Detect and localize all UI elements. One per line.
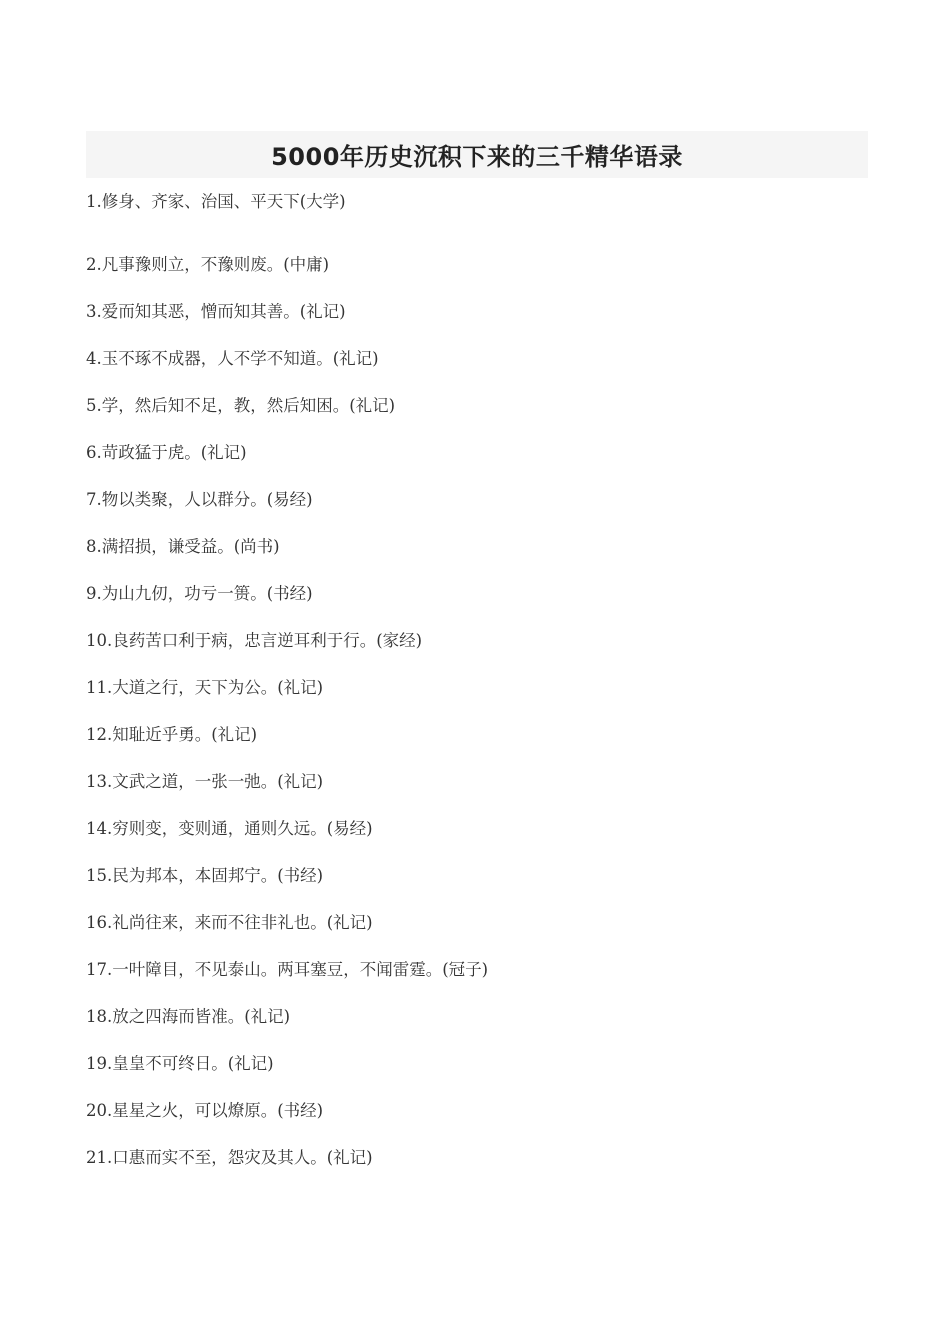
quote-item: 13.文武之道，一张一弛。(礼记) (86, 772, 324, 791)
quote-item: 12.知耻近乎勇。(礼记) (86, 725, 258, 744)
quote-item: 1.修身、齐家、治国、平天下(大学) (86, 192, 346, 211)
quote-item: 9.为山九仞，功亏一篑。(书经) (86, 584, 313, 603)
title-bar (86, 131, 868, 178)
quote-item: 18.放之四海而皆准。(礼记) (86, 1007, 291, 1026)
quote-item: 20.星星之火，可以燎原。(书经) (86, 1101, 324, 1120)
quote-item: 8.满招损，谦受益。(尚书) (86, 537, 280, 556)
quote-item: 6.苛政猛于虎。(礼记) (86, 443, 247, 462)
quote-item: 4.玉不琢不成器，人不学不知道。(礼记) (86, 349, 379, 368)
quote-item: 17.一叶障目，不见泰山。两耳塞豆，不闻雷霆。(冠子) (86, 960, 489, 979)
quote-item: 15.民为邦本，本固邦宁。(书经) (86, 866, 324, 885)
quote-item: 16.礼尚往来，来而不往非礼也。(礼记) (86, 913, 373, 932)
quote-item: 19.皇皇不可终日。(礼记) (86, 1054, 274, 1073)
quote-list (86, 188, 868, 1191)
quote-item: 14.穷则变，变则通，通则久远。(易经) (86, 819, 373, 838)
quote-item: 3.爱而知其恶，憎而知其善。(礼记) (86, 302, 346, 321)
quote-item: 21.口惠而实不至，怨灾及其人。(礼记) (86, 1148, 373, 1167)
quote-item: 2.凡事豫则立，不豫则废。(中庸) (86, 255, 330, 274)
document-title: 5000年历史沉积下来的三千精华语录 (271, 143, 683, 171)
quote-item: 7.物以类聚，人以群分。(易经) (86, 490, 313, 509)
quote-item: 5.学，然后知不足，教，然后知困。(礼记) (86, 396, 396, 415)
quote-item: 10.良药苦口利于病，忠言逆耳利于行。(家经) (86, 631, 423, 650)
quote-item: 11.大道之行，天下为公。(礼记) (86, 678, 324, 697)
